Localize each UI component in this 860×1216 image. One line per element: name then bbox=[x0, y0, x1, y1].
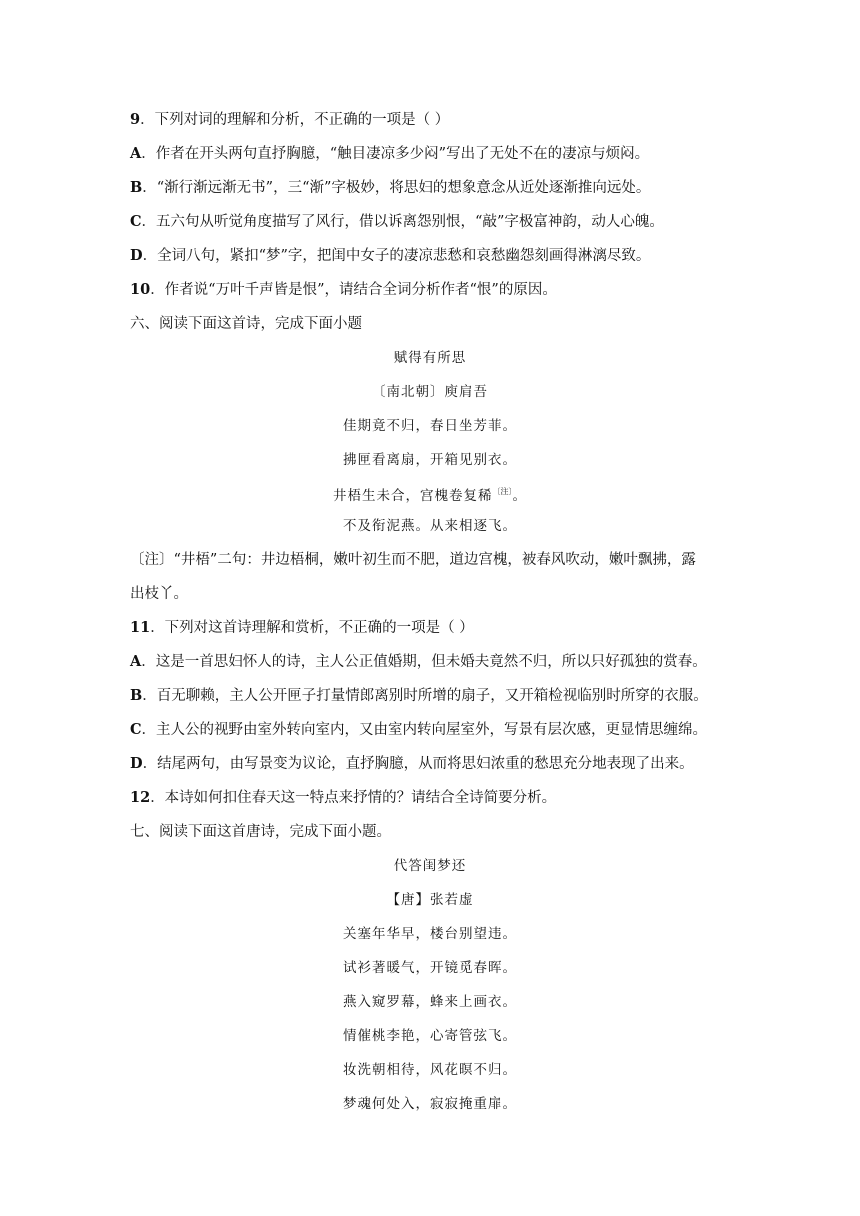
option-text: ．百无聊赖，主人公开匣子打量情郎离别时所增的扇子，又开箱检视临别时所穿的衣服。 bbox=[142, 688, 708, 704]
poem-title: 代答闺梦还 bbox=[393, 858, 467, 874]
option-c bbox=[130, 212, 664, 232]
option-text: ．这是一首思妇怀人的诗，主人公正值婚期，但未婚夫竟然不归，所以只好孤独的赏春。 bbox=[141, 654, 707, 670]
option-a bbox=[130, 652, 707, 672]
option-label: B bbox=[130, 687, 143, 704]
note-text: 〔注〕“井梧”二句：井边梧桐，嫩叶初生而不肥，道边宫槐，被春风吹动，嫩叶飘拂，露 bbox=[130, 552, 696, 568]
poem-line: 不及衔泥燕。从来相逐飞。 bbox=[343, 518, 517, 534]
question-9 bbox=[130, 110, 449, 130]
question-11 bbox=[130, 618, 474, 638]
poem-author: 【唐】张若虚 bbox=[386, 892, 474, 908]
poem-line bbox=[0, 482, 860, 506]
option-text: ．“渐行渐远渐无书”，三“渐”字极妙，将思妇的想象意念从近处逐渐推向远处。 bbox=[142, 180, 651, 196]
option-label: D bbox=[130, 755, 143, 772]
question-number: 9 bbox=[130, 111, 141, 128]
option-label: A bbox=[130, 145, 142, 162]
question-number: 11 bbox=[130, 619, 151, 636]
option-label: C bbox=[130, 213, 142, 230]
option-text: ．全词八句，紧扣“梦”字，把闺中女子的凄凉悲愁和哀愁幽怨刻画得淋漓尽致。 bbox=[142, 248, 651, 264]
note-text: 出枝丫。 bbox=[130, 586, 188, 602]
option-label: D bbox=[130, 247, 143, 264]
option-b bbox=[130, 178, 650, 198]
poem-title: 赋得有所思 bbox=[393, 350, 467, 366]
option-text: ．主人公的视野由室外转向室内，又由室内转向屋室外，写景有层次感，更显情思缠绵。 bbox=[141, 722, 708, 738]
option-label: C bbox=[130, 721, 142, 738]
poem-line: 佳期竟不归，春日坐芳菲。 bbox=[343, 418, 517, 434]
option-text: ．作者在开头两句直抒胸臆，“触目凄凉多少闷”写出了无处不在的凄凉与烦闷。 bbox=[141, 146, 650, 162]
option-label: A bbox=[130, 653, 142, 670]
question-stem: ．本诗如何扣住春天这一特点来抒情的？请结合全诗简要分析。 bbox=[150, 790, 557, 806]
poem-line: 拂匣看离扇，开箱见别衣。 bbox=[343, 452, 517, 468]
question-number: 10 bbox=[130, 281, 151, 298]
poem-line: 燕入窥罗幕，蜂来上画衣。 bbox=[343, 994, 517, 1010]
section-7-heading: 七、阅读下面这首唐诗，完成下面小题。 bbox=[130, 824, 391, 840]
poem-line-end: 。 bbox=[512, 488, 527, 504]
section-6-heading: 六、阅读下面这首诗，完成下面小题 bbox=[130, 316, 362, 332]
option-text: ．五六句从听觉角度描写了风行，借以诉离怨别恨，“敲”字极富神韵，动人心魄。 bbox=[141, 214, 664, 230]
option-text: ．结尾两句，由写景变为议论，直抒胸臆，从而将思妇浓重的愁思充分地表现了出来。 bbox=[142, 756, 694, 772]
option-c bbox=[130, 720, 707, 740]
option-d bbox=[130, 754, 694, 774]
option-b bbox=[130, 686, 708, 706]
question-12 bbox=[130, 788, 556, 808]
question-stem: ．下列对词的理解和分析，不正确的一项是（ ） bbox=[140, 112, 450, 128]
poem-line: 试衫著暖气，开镜觅春晖。 bbox=[343, 960, 517, 976]
question-stem: ．作者说“万叶千声皆是恨”，请结合全词分析作者“恨”的原因。 bbox=[150, 282, 557, 298]
poem-line: 关塞年华早，楼台别望违。 bbox=[343, 926, 517, 942]
poem-line: 梦魂何处入，寂寂掩重扉。 bbox=[343, 1096, 517, 1112]
question-number: 12 bbox=[130, 789, 151, 806]
question-10 bbox=[130, 280, 557, 300]
option-label: B bbox=[130, 179, 143, 196]
question-stem: ．下列对这首诗理解和赏析，不正确的一项是（ ） bbox=[150, 620, 474, 636]
poem-line: 情催桃李艳，心寄管弦飞。 bbox=[343, 1028, 517, 1044]
poem-line: 妆洗朝相待，风花暝不归。 bbox=[343, 1062, 517, 1078]
poem-line-text: 井梧生未合，宫槐卷复稀 bbox=[333, 488, 493, 504]
note-mark: 〔注〕 bbox=[492, 487, 513, 496]
option-a bbox=[130, 144, 649, 164]
poem-author: 〔南北朝〕庾肩吾 bbox=[372, 384, 488, 400]
option-d bbox=[130, 246, 650, 266]
